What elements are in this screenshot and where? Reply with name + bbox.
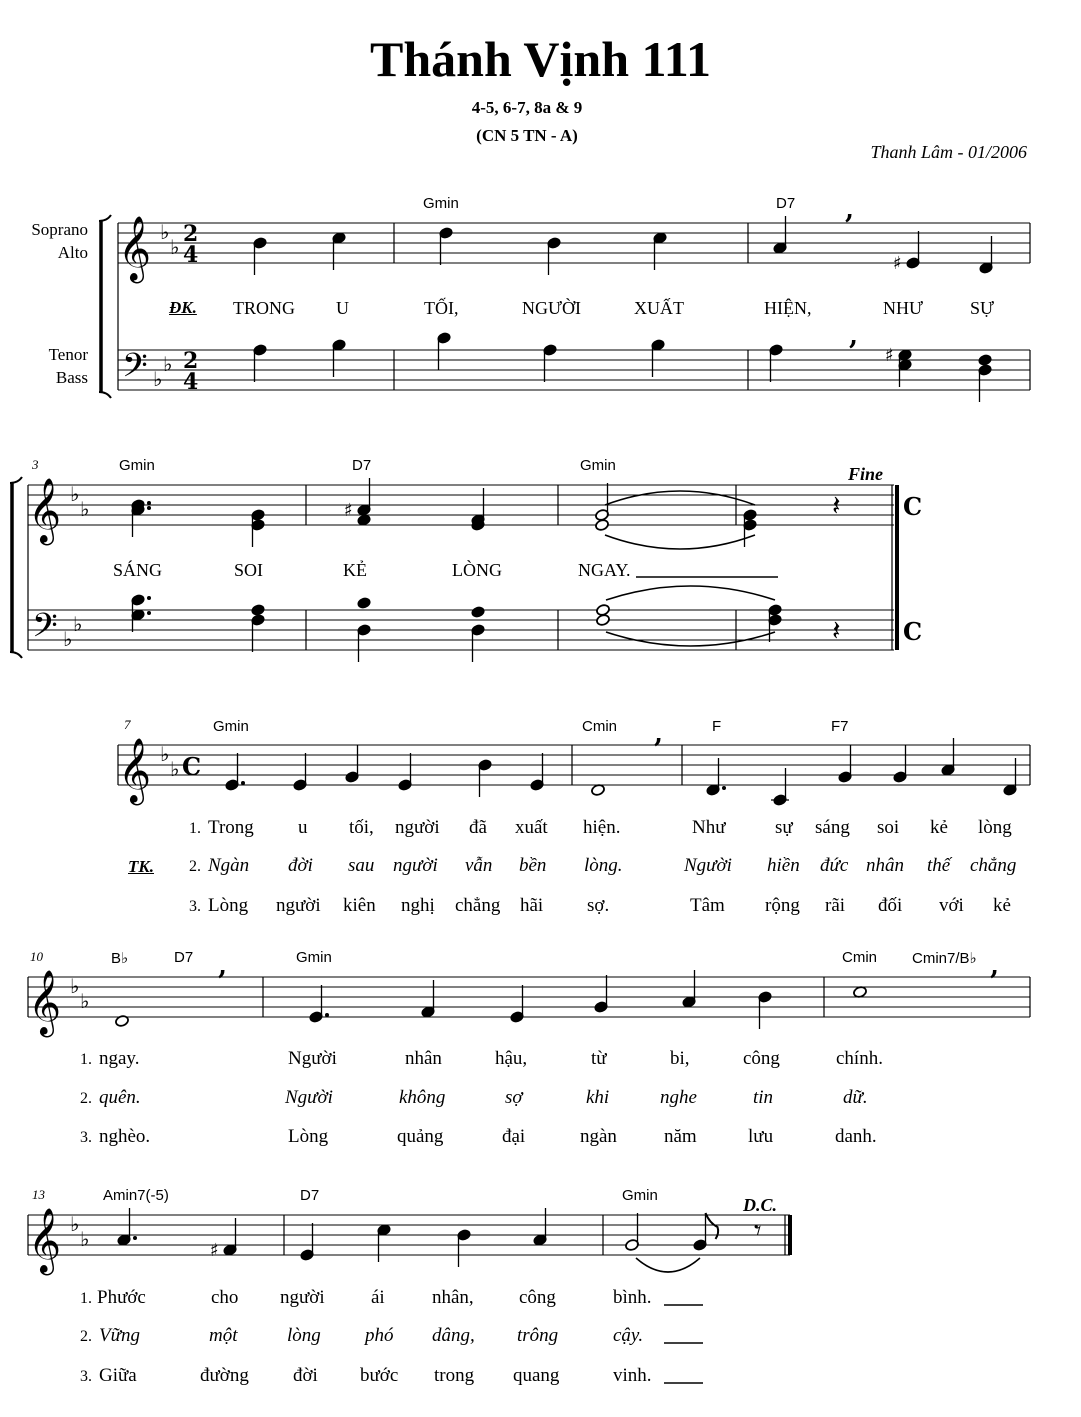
note-head: [471, 606, 486, 619]
verse-number: 2.: [189, 858, 201, 875]
lyric-syllable: nhân,: [432, 1287, 474, 1308]
lyric-syllable: bi,: [670, 1048, 690, 1069]
tie: [636, 1258, 700, 1272]
verse-2-line: [80, 1325, 92, 1347]
time-signature-top: 2: [183, 221, 199, 247]
chord: B♭: [111, 950, 129, 967]
lyric-syllable: Lòng: [208, 895, 249, 916]
chord: Gmin: [119, 457, 155, 474]
chord: Gmin: [580, 457, 616, 474]
lyric-syllable: một: [209, 1325, 238, 1346]
sharp-icon: ♯: [344, 500, 353, 521]
lyric-syllable: lưu: [748, 1126, 774, 1147]
lyric-syllable: đời: [288, 855, 313, 876]
breath-mark-icon: ,: [654, 719, 664, 749]
lyric-syllable: nghe: [660, 1087, 697, 1108]
verse-number: 3.: [80, 1368, 92, 1385]
lyric-syllable: Tâm: [690, 895, 725, 916]
flat-icon: ♭: [73, 612, 83, 636]
measure-number-10: 10: [30, 949, 43, 964]
breath-mark-icon: ,: [218, 951, 228, 981]
lyric-syllable: công: [743, 1048, 780, 1069]
lyric-syllable: sợ.: [587, 895, 610, 916]
flat-icon: ♭: [160, 220, 170, 244]
lyric-syllable: quang: [513, 1365, 560, 1386]
augmentation-dot: [241, 781, 245, 785]
flat-icon: ♭: [153, 367, 163, 391]
lyric-syllable: Lòng: [288, 1126, 329, 1147]
verse-2-line: [80, 1087, 92, 1109]
verse-3-line: [189, 895, 201, 917]
alto-label: Alto: [57, 243, 88, 262]
lyric-syllable: TỐI,: [424, 298, 459, 318]
lyric-syllable: soi: [877, 817, 900, 838]
lyric-syllable: sợ: [505, 1087, 523, 1108]
tie: [606, 586, 775, 600]
breath-mark-icon: ,: [845, 195, 855, 225]
lyric-syllable: LÒNG: [452, 560, 502, 580]
lyric-syllable: đại: [502, 1126, 526, 1147]
lyric-syllable: hiền: [767, 855, 800, 876]
lyric-syllable: Phước: [97, 1287, 146, 1308]
lyric-syllable: khi: [586, 1087, 610, 1108]
chord: D7: [776, 195, 796, 212]
chord: D7: [352, 457, 372, 474]
lyric-syllable: NGAY.: [578, 560, 631, 580]
lyric-syllable: lòng: [287, 1325, 321, 1346]
breath-mark-icon: ,: [849, 321, 859, 351]
bass-clef-icon: 𝄢: [32, 607, 58, 653]
verse-2-line: [189, 855, 201, 877]
measure-number-7: 7: [124, 717, 131, 732]
lyric-syllable: đời: [293, 1365, 318, 1386]
lyric-syllable: XUẤT: [634, 298, 684, 318]
lyric-syllable: lòng.: [584, 855, 623, 876]
lyric-syllable: Người: [684, 855, 732, 876]
treble-clef-icon: 𝄞: [28, 970, 62, 1035]
chord: Cmin7/B♭: [912, 950, 977, 967]
lyric-syllable: người: [280, 1287, 325, 1308]
chord: Gmin: [423, 195, 459, 212]
lyric-syllable: xuất: [515, 817, 548, 838]
lyric-syllable: HIỆN,: [764, 298, 812, 318]
time-signature-bottom: 4: [183, 242, 199, 268]
common-time-icon: C: [903, 617, 923, 646]
soprano-label: Soprano: [31, 220, 88, 239]
lyric-syllable: tin: [753, 1087, 774, 1108]
lyric-syllable: năm: [664, 1126, 697, 1147]
verse-1-line: [189, 817, 201, 839]
verse-number: 2.: [80, 1328, 92, 1345]
lyric-syllable: quảng: [397, 1126, 444, 1147]
flat-icon: ♭: [160, 742, 170, 766]
verse-1-line: [80, 1048, 92, 1070]
lyric-syllable: danh.: [835, 1126, 877, 1147]
lyric-syllable: nghèo.: [99, 1126, 151, 1147]
sharp-icon: ♯: [885, 345, 894, 366]
page-title: Thánh Vịnh 111: [370, 31, 711, 87]
lyric-syllable: dâng,: [432, 1325, 475, 1346]
lyric-syllable: cậy.: [613, 1325, 644, 1346]
lyric-syllable: sáng: [815, 817, 850, 838]
lyric-syllable: công: [519, 1287, 556, 1308]
treble-clef-icon: 𝄞: [118, 738, 152, 803]
chord: D7: [174, 949, 194, 966]
lyric-syllable: nhân: [405, 1048, 442, 1069]
verse-label: TK.: [128, 857, 154, 876]
sharp-icon: ♯: [893, 253, 902, 274]
flat-icon: ♭: [80, 989, 90, 1013]
lyric-syllable: u: [298, 817, 308, 838]
lyric-syllable: đối: [878, 895, 903, 916]
verse-number: 3.: [80, 1129, 92, 1146]
lyric-syllable: SỰ: [970, 298, 994, 318]
bracket-hook: [10, 477, 22, 483]
flat-icon: ♭: [80, 497, 90, 521]
upper-part-label: [18, 218, 88, 264]
treble-clef-icon: 𝄞: [28, 1208, 62, 1273]
lyric-syllable: Giữa: [99, 1365, 137, 1386]
verse-3-line: [80, 1126, 92, 1148]
lyric-syllable: hãi: [520, 895, 544, 916]
lyric-syllable: tối,: [349, 817, 374, 838]
chord: Gmin: [622, 1187, 658, 1204]
lyric-syllable: SOI: [234, 560, 264, 580]
chord: F: [712, 718, 722, 735]
augmentation-dot: [147, 501, 151, 505]
lyric-syllable: đức: [820, 855, 849, 876]
lyric-syllable: NGƯỜI: [522, 298, 581, 318]
lyric-syllable: bình.: [613, 1287, 652, 1308]
lyric-syllable: nghị: [401, 895, 435, 916]
tie: [605, 491, 755, 505]
flat-icon: ♭: [163, 352, 173, 376]
lyric-syllable: Người: [288, 1048, 337, 1069]
lyric-syllable: kẻ: [993, 895, 1011, 916]
bracket-hook: [99, 215, 111, 221]
lyric-syllable: chẳng: [970, 855, 1017, 876]
lyric-syllable: NHƯ: [883, 298, 923, 318]
measure-number-3: 3: [32, 457, 39, 472]
lyric-syllable: đường: [200, 1365, 249, 1386]
flat-icon: ♭: [170, 757, 180, 781]
verse-number: 1.: [80, 1290, 92, 1307]
composer-credit: Thanh Lâm - 01/2006: [870, 142, 1027, 162]
bracket-hook: [10, 652, 22, 658]
lower-part-label: [18, 343, 88, 389]
lyric-syllable: đã: [469, 817, 487, 838]
verse-3-line: [80, 1365, 92, 1387]
augmentation-dot: [147, 596, 151, 600]
augmentation-dot: [325, 1013, 329, 1017]
lyric-syllable: KẺ: [343, 560, 367, 580]
lyric-syllable: ái: [371, 1287, 385, 1308]
time-signature-bottom: 4: [183, 369, 199, 395]
lyric-syllable: phó: [365, 1325, 394, 1346]
time-signature-top: 2: [183, 348, 199, 374]
chord: Cmin: [582, 718, 618, 735]
lyric-syllable: hậu,: [495, 1048, 528, 1069]
lyric-syllable: Như: [692, 817, 726, 838]
augmentation-dot: [133, 1236, 137, 1240]
lyric-syllable: với: [939, 895, 964, 916]
lyric-syllable: từ: [591, 1048, 607, 1069]
lyric-syllable: cho: [211, 1287, 239, 1308]
note-head: [596, 614, 611, 627]
note-head: [357, 597, 372, 610]
lyric-syllable: người: [276, 895, 321, 916]
occasion: (CN 5 TN - A): [476, 126, 578, 145]
note-head: [115, 1015, 130, 1028]
refrain-label: ĐK.: [169, 298, 197, 317]
lyric-syllable: Vững: [99, 1325, 140, 1346]
lyric-syllable: lòng: [978, 817, 1012, 838]
chord: Amin7(-5): [103, 1187, 169, 1204]
lyric-syllable: sau: [348, 855, 375, 876]
measure-number-13: 13: [32, 1187, 45, 1202]
lyric-syllable: vinh.: [613, 1365, 652, 1386]
lyric-syllable: rãi: [825, 895, 846, 916]
lyric-syllable: nhân: [866, 855, 904, 876]
bass-clef-icon: 𝄢: [122, 347, 148, 393]
lyric-syllable: hiện.: [583, 817, 621, 838]
lyric-syllable: sự: [775, 817, 793, 838]
lyric-syllable: bền: [519, 855, 547, 876]
lyric-syllable: chẳng: [455, 895, 501, 916]
flat-icon: ♭: [70, 482, 80, 506]
quarter-rest-icon: 𝄽: [832, 614, 841, 647]
lyric-syllable: vẫn: [465, 855, 493, 876]
verse-number: 1.: [189, 820, 201, 837]
lyric-syllable: SÁNG: [113, 560, 163, 580]
common-time-icon: C: [182, 752, 202, 781]
lyric-syllable: ngay.: [99, 1048, 140, 1069]
breath-mark-icon: ,: [990, 951, 1000, 981]
bracket-hook: [99, 392, 111, 398]
lyric-syllable: thế: [927, 855, 951, 876]
augmentation-dot: [147, 506, 151, 510]
sharp-icon: ♯: [210, 1240, 219, 1261]
psalm-verses: 4-5, 6-7, 8a & 9: [471, 98, 583, 117]
fine-mark: Fine: [848, 464, 884, 484]
treble-clef-icon: 𝄞: [28, 478, 62, 543]
flat-icon: ♭: [70, 1212, 80, 1236]
note-head: [251, 604, 266, 617]
augmentation-dot: [722, 786, 726, 790]
lyric-syllable: rộng: [765, 895, 800, 916]
verse-number: 2.: [80, 1090, 92, 1107]
lyric-syllable: trông: [517, 1325, 559, 1346]
lyric-syllable: Người: [285, 1087, 333, 1108]
chord: Gmin: [296, 949, 332, 966]
lyric-syllable: TRONG: [233, 298, 295, 318]
lyric-syllable: bước: [360, 1365, 399, 1386]
eighth-rest-icon: 𝄾: [754, 1214, 762, 1247]
bass-label: Bass: [55, 368, 88, 387]
lyric-syllable: U: [336, 298, 349, 318]
lyric-syllable: người: [395, 817, 440, 838]
augmentation-dot: [147, 611, 151, 615]
chord: D7: [300, 1187, 320, 1204]
note-head: [978, 354, 993, 367]
flat-icon: ♭: [70, 974, 80, 998]
lyric-syllable: Ngàn: [208, 855, 250, 876]
flat-icon: ♭: [63, 627, 73, 651]
flat-icon: ♭: [170, 235, 180, 259]
lyric-syllable: không: [399, 1087, 446, 1108]
lyric-syllable: kẻ: [930, 817, 948, 838]
tie: [606, 632, 775, 646]
verse-1-line: [80, 1287, 92, 1309]
chord: Gmin: [213, 718, 249, 735]
verse-number: 3.: [189, 898, 201, 915]
tie: [605, 535, 755, 549]
note-head: [595, 519, 610, 532]
chord: F7: [831, 718, 849, 735]
flat-icon: ♭: [80, 1227, 90, 1251]
lyric-syllable: dữ.: [843, 1087, 868, 1108]
quarter-rest-icon: 𝄽: [832, 489, 841, 522]
treble-clef-icon: 𝄞: [118, 216, 152, 281]
lyric-syllable: trong: [434, 1365, 475, 1386]
lyric-syllable: kiên: [343, 895, 376, 916]
common-time-icon: C: [903, 492, 923, 521]
verse-number: 1.: [80, 1051, 92, 1068]
lyric-syllable: chính.: [836, 1048, 883, 1069]
chord: Cmin: [842, 949, 878, 966]
tenor-label: Tenor: [48, 345, 88, 364]
lyric-syllable: ngàn: [580, 1126, 617, 1147]
lyric-syllable: Trong: [208, 817, 254, 838]
lyric-syllable: người: [393, 855, 438, 876]
da-capo-mark: D.C.: [743, 1195, 778, 1215]
lyric-syllable: quên.: [99, 1087, 141, 1108]
